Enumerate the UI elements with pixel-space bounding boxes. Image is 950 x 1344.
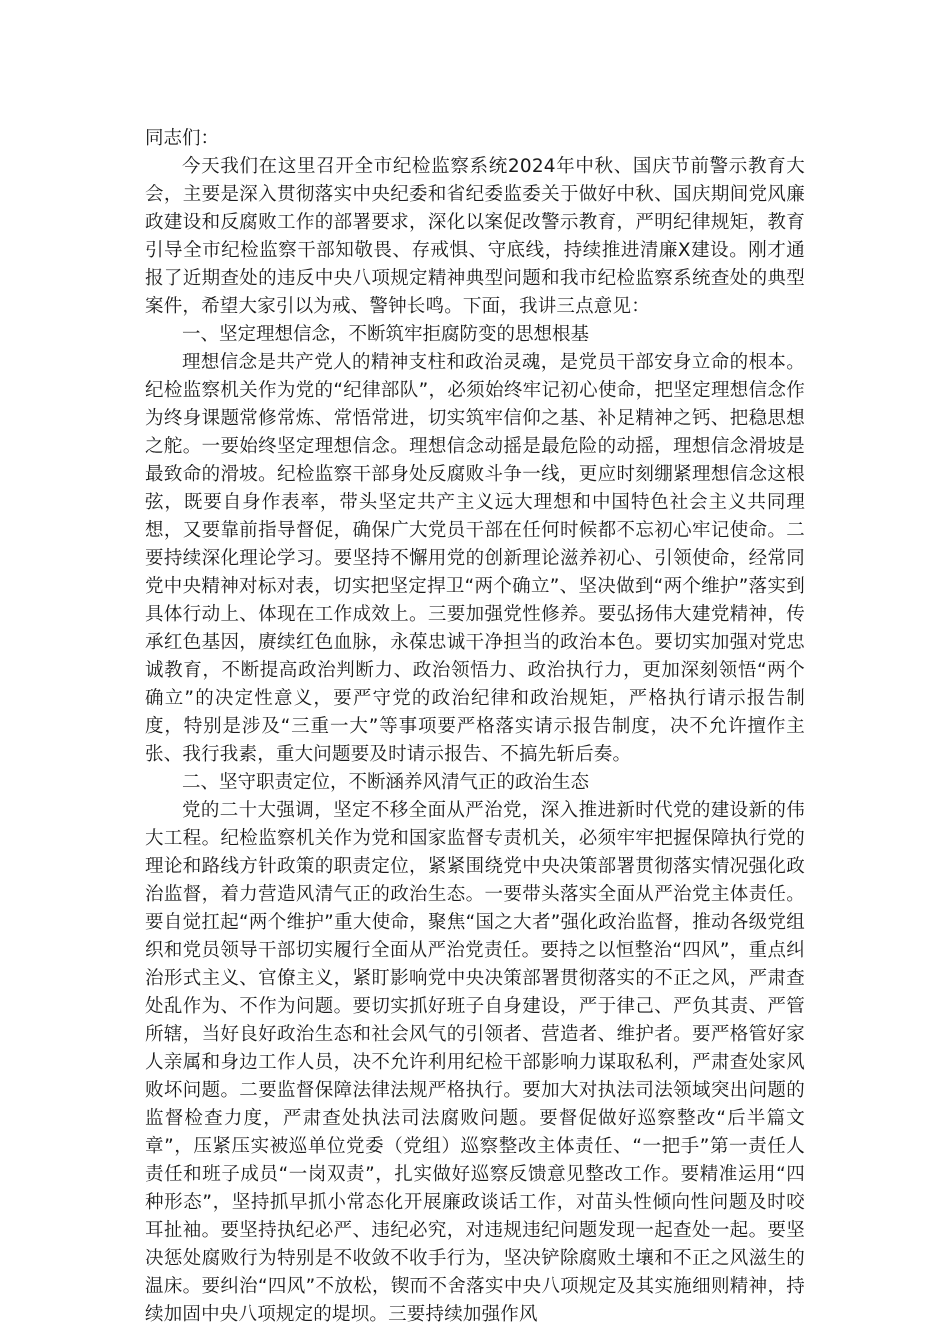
section-heading-2: 二、坚守职责定位，不断涵养风清气正的政治生态 <box>182 772 590 793</box>
document-page <box>145 125 805 1329</box>
section-body-2: 党的二十大强调，坚定不移全面从严治党，深入推进新时代党的建设新的伟大工程。纪检监察机关作为党和国家监督专责机关，必须牢牢把握保障执行党的理论和路线方针政策的职责定位，紧紧围绕党中央决策部署贯彻落实情况强化政治监督，着力营造风清气正的政治生态。一要带头落实全面从严治党主体责任。要自觉扛起“两个维护”重大使命，聚焦“国之大者”强化政治监督，推动各级党组织和党员领导干部切实履行全面从严治党责任。要持之以恒整治“四风”，重点纠治形式主义、官僚主义，紧盯影响党中央决策部署贯彻落实的不正之风，严肃查处乱作为、不作为问题。要切实抓好班子自身建设，严于律己、严负其责、严管所辖，当好良好政治生态和社会风气的引领者、营造者、维护者。要严格管好家人亲属和身边工作人员，决不允许利用纪检干部影响力谋取私利，严肃查处家风败坏问题。二要监督保障法律法规严格执行。要加大对执法司法领域突出问题的监督检查力度，严肃查处执法司法腐败问题。要督促做好巡察整改“后半篇文章”，压紧压实被巡单位党委（党组）巡察整改主体责任、“一把手”第一责任人责任和班子成员“一岗双责”，扎实做好巡察反馈意见整改工作。要精准运用“四种形态”，坚持抓早抓小常态化开展廉政谈话工作，对苗头性倾向性问题及时咬耳扯袖。要坚持执纪必严、违纪必究，对违规违纪问题发现一起查处一起。要坚决惩处腐败行为特别是不收敛不收手行为，坚决铲除腐败土壤和不正之风滋生的温床。要纠治“四风”不放松，锲而不舍落实中央八项规定及其实施细则精神，持续加固中央八项规定的堤坝。三要持续加强作风 <box>145 800 805 1325</box>
section-heading-1: 一、坚定理想信念，不断筑牢拒腐防变的思想根基 <box>182 324 590 345</box>
section-body-1: 理想信念是共产党人的精神支柱和政治灵魂，是党员干部安身立命的根本。纪检监察机关作为党的“纪律部队”，必须始终牢记初心使命，把坚定理想信念作为终身课题常修常炼、常悟常进，切实筑牢信仰之基、补足精神之钙、把稳思想之舵。一要始终坚定理想信念。理想信念动摇是最危险的动摇，理想信念滑坡是最致命的滑坡。纪检监察干部身处反腐败斗争一线，更应时刻绷紧理想信念这根弦，既要自身作表率，带头坚定共产主义远大理想和中国特色社会主义共同理想，又要靠前指导督促，确保广大党员干部在任何时候都不忘初心牢记使命。二要持续深化理论学习。要坚持不懈用党的创新理论滋养初心、引领使命，经常同党中央精神对标对表，切实把坚定捍卫“两个确立”、坚决做到“两个维护”落实到具体行动上、体现在工作成效上。三要加强党性修养。要弘扬伟大建党精神，传承红色基因，赓续红色血脉，永葆忠诚干净担当的政治本色。要切实加强对党忠诚教育，不断提高政治判断力、政治领悟力、政治执行力，更加深刻领悟“两个确立”的决定性意义，要严守党的政治纪律和政治规矩，严格执行请示报告制度，特别是涉及“三重一大”等事项要严格落实请示报告制度，决不允许擅作主张、我行我素，重大问题要及时请示报告、不搞先斩后奏。 <box>145 352 805 765</box>
intro-paragraph: 今天我们在这里召开全市纪检监察系统2024年中秋、国庆节前警示教育大会，主要是深入贯彻落实中央纪委和省纪委监委关于做好中秋、国庆期间党风廉政建设和反腐败工作的部署要求，深化以案促改警示教育，严明纪律规矩，教育引导全市纪检监察干部知敬畏、存戒惧、守底线，持续推进清廉X建设。刚才通报了近期查处的违反中央八项规定精神典型问题和我市纪检监察系统查处的典型案件，希望大家引以为戒、警钟长鸣。下面，我讲三点意见： <box>145 156 805 317</box>
salutation: 同志们： <box>145 128 220 149</box>
